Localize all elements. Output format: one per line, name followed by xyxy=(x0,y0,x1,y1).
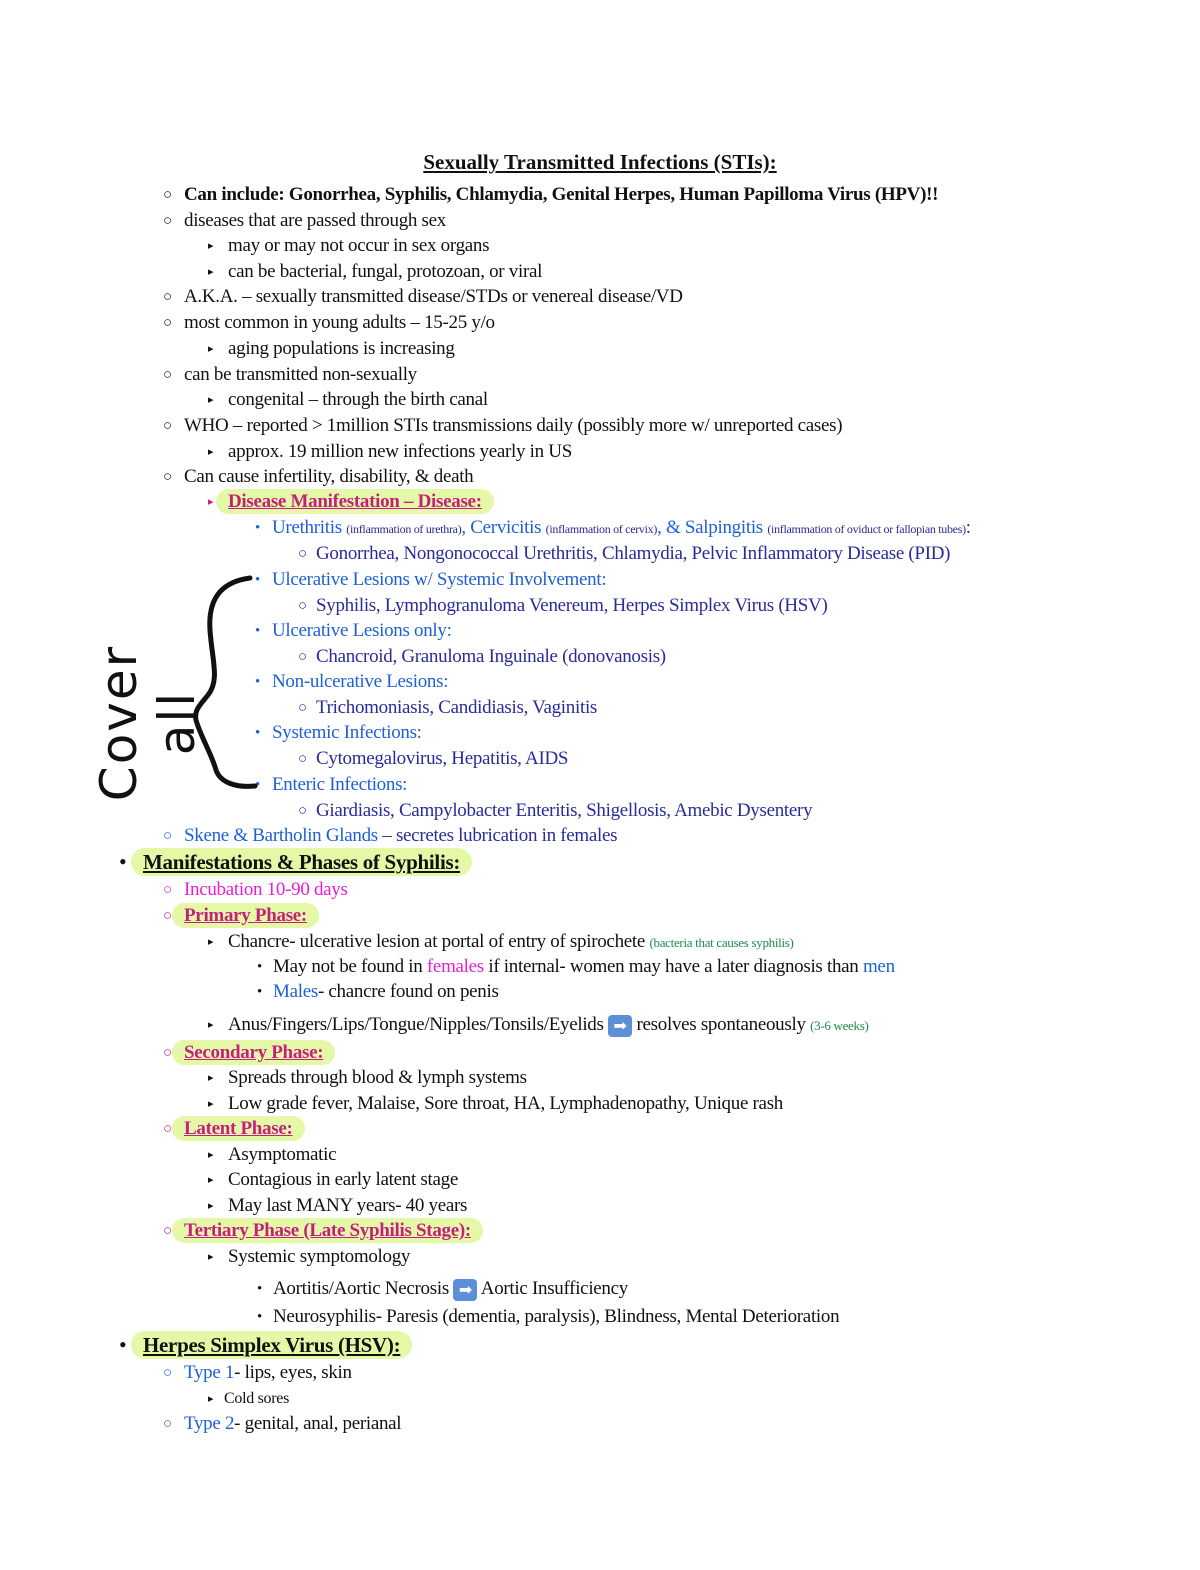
text-line: Ulcerative Lesions only: xyxy=(272,620,452,641)
text-line: Males- chancre found on penis xyxy=(273,981,499,1002)
text-line: May not be found in females if internal- women may have a later diagnosis than men xyxy=(273,956,895,977)
triangle-bullet-icon: ▸ xyxy=(208,1251,214,1263)
text-line: Spreads through blood & lymph systems xyxy=(228,1067,527,1088)
text-line: Giardiasis, Campylobacter Enteritis, Shigellosis, Amebic Dysentery xyxy=(316,800,813,821)
bullet-icon: ○ xyxy=(298,803,308,819)
dot-bullet-icon: • xyxy=(119,1332,127,1357)
arrow-right-icon: ➡ xyxy=(608,1015,632,1037)
text-line: Non-ulcerative Lesions: xyxy=(272,671,449,692)
text-line: Syphilis, Lymphogranuloma Venereum, Herpes Simplex Virus (HSV) xyxy=(316,595,828,616)
arrow-right-icon: ➡ xyxy=(453,1279,477,1301)
bullet-icon: ○ xyxy=(163,1416,173,1432)
text-line: Low grade fever, Malaise, Sore throat, HA, Lymphadenopathy, Unique rash xyxy=(228,1093,783,1114)
dot-bullet-icon: • xyxy=(257,1281,263,1297)
dot-bullet-icon: • xyxy=(255,520,261,536)
text-line: Systemic symptomology xyxy=(228,1246,411,1267)
triangle-bullet-icon: ▸ xyxy=(208,240,214,252)
bullet-icon: ○ xyxy=(163,908,173,924)
triangle-bullet-icon: ▸ xyxy=(208,1098,214,1110)
text-line: aging populations is increasing xyxy=(228,338,455,359)
dot-bullet-icon: • xyxy=(257,959,263,975)
text-line: Contagious in early latent stage xyxy=(228,1169,458,1190)
bullet-icon: ○ xyxy=(163,1045,173,1061)
curly-brace-icon xyxy=(180,570,270,800)
bullet-icon: ○ xyxy=(298,649,308,665)
text-line: can be transmitted non-sexually xyxy=(184,364,417,385)
text-line: Aortitis/Aortic Necrosis ➡ Aortic Insufficiency xyxy=(273,1278,628,1299)
text-line: Trichomoniasis, Candidiasis, Vaginitis xyxy=(316,697,598,718)
triangle-bullet-icon: ▸ xyxy=(208,936,214,948)
bullet-icon: ○ xyxy=(298,700,308,716)
text-line: Type 2- genital, anal, perianal xyxy=(184,1413,402,1434)
triangle-bullet-icon: ▸ xyxy=(208,1019,214,1031)
text-line: diseases that are passed through sex xyxy=(184,210,446,231)
text-line: Can include: Gonorrhea, Syphilis, Chlamydia, Genital Herpes, Human Papilloma Virus (HPV)!! xyxy=(184,184,939,205)
handwritten-label: Cover all xyxy=(90,644,206,802)
text-line: Anus/Fingers/Lips/Tongue/Nipples/Tonsils/Eyelids ➡ resolves spontaneously (3-6 weeks) xyxy=(228,1014,869,1035)
triangle-bullet-icon: ▸ xyxy=(208,343,214,355)
bullet-icon: ○ xyxy=(163,418,173,434)
section-heading: Primary Phase: xyxy=(184,904,319,928)
section-heading: Disease Manifestation – Disease: xyxy=(228,490,494,514)
text-line: congenital – through the birth canal xyxy=(228,389,488,410)
section-heading: Manifestations & Phases of Syphilis: xyxy=(143,850,472,874)
section-heading: Herpes Simplex Virus (HSV): xyxy=(143,1333,412,1357)
bullet-icon: ○ xyxy=(163,882,173,898)
text-line: Chancre- ulcerative lesion at portal of entry of spirochete (bacteria that causes syphilis) xyxy=(228,931,794,952)
triangle-bullet-icon: ▸ xyxy=(208,1200,214,1212)
bullet-icon: ○ xyxy=(163,469,173,485)
bullet-icon: ○ xyxy=(298,546,308,562)
text-line: A.K.A. – sexually transmitted disease/STDs or venereal disease/VD xyxy=(184,286,683,307)
text-line: WHO – reported > 1million STIs transmissions daily (possibly more w/ unreported cases) xyxy=(184,415,843,436)
bullet-icon: ○ xyxy=(163,1223,173,1239)
bullet-icon: ○ xyxy=(163,213,173,229)
dot-bullet-icon: • xyxy=(255,623,261,639)
bullet-icon: ○ xyxy=(163,1121,173,1137)
text-line: Urethritis (inflammation of urethra), Cervicitis (inflammation of cervix), & Salpingitis (inflammation of oviduct or fallopian tubes): xyxy=(272,517,971,538)
triangle-bullet-icon: ▸ xyxy=(208,1174,214,1186)
text-line: Cold sores xyxy=(224,1390,290,1407)
dot-bullet-icon: • xyxy=(257,1309,263,1325)
dot-bullet-icon: • xyxy=(255,777,261,793)
text-line: Asymptomatic xyxy=(228,1144,337,1165)
text-line: Enteric Infections: xyxy=(272,774,408,795)
bullet-icon: ○ xyxy=(163,828,173,844)
bullet-icon: ○ xyxy=(163,187,173,203)
text-line: approx. 19 million new infections yearly in US xyxy=(228,441,572,462)
section-heading: Latent Phase: xyxy=(184,1117,305,1141)
bullet-icon: ○ xyxy=(298,598,308,614)
text-line: Chancroid, Granuloma Inguinale (donovanosis) xyxy=(316,646,666,667)
text-line: Skene & Bartholin Glands – secretes lubrication in females xyxy=(184,825,618,846)
text-line: May last MANY years- 40 years xyxy=(228,1195,468,1216)
section-heading: Secondary Phase: xyxy=(184,1041,335,1065)
text-line: Incubation 10-90 days xyxy=(184,879,348,900)
dot-bullet-icon: • xyxy=(255,572,261,588)
text-line: can be bacterial, fungal, protozoan, or viral xyxy=(228,261,543,282)
text-line: may or may not occur in sex organs xyxy=(228,235,490,256)
dot-bullet-icon: • xyxy=(255,674,261,690)
dot-bullet-icon: • xyxy=(255,725,261,741)
triangle-bullet-icon: ▸ xyxy=(208,394,214,406)
bullet-icon: ○ xyxy=(163,367,173,383)
triangle-bullet-icon: ▸ xyxy=(208,266,214,278)
text-line: most common in young adults – 15-25 y/o xyxy=(184,312,495,333)
bullet-icon: ○ xyxy=(298,751,308,767)
triangle-bullet-icon: ▸ xyxy=(208,1393,214,1405)
bullet-icon: ○ xyxy=(163,1365,173,1381)
text-line: Ulcerative Lesions w/ Systemic Involvement: xyxy=(272,569,607,590)
dot-bullet-icon: • xyxy=(119,849,127,874)
triangle-bullet-icon: ▸ xyxy=(208,1072,214,1084)
section-heading: Tertiary Phase (Late Syphilis Stage): xyxy=(184,1219,483,1243)
text-line: Systemic Infections: xyxy=(272,722,422,743)
text-line: Type 1- lips, eyes, skin xyxy=(184,1362,352,1383)
triangle-bullet-icon: ▸ xyxy=(208,496,214,508)
text-line: Gonorrhea, Nongonococcal Urethritis, Chlamydia, Pelvic Inflammatory Disease (PID) xyxy=(316,543,951,564)
triangle-bullet-icon: ▸ xyxy=(208,446,214,458)
triangle-bullet-icon: ▸ xyxy=(208,1149,214,1161)
dot-bullet-icon: • xyxy=(257,984,263,1000)
text-line: Neurosyphilis- Paresis (dementia, paralysis), Blindness, Mental Deterioration xyxy=(273,1306,840,1327)
page-title: Sexually Transmitted Infections (STIs): xyxy=(423,150,777,174)
text-line: Cytomegalovirus, Hepatitis, AIDS xyxy=(316,748,569,769)
text-line: Can cause infertility, disability, & death xyxy=(184,466,474,487)
bullet-icon: ○ xyxy=(163,315,173,331)
bullet-icon: ○ xyxy=(163,289,173,305)
